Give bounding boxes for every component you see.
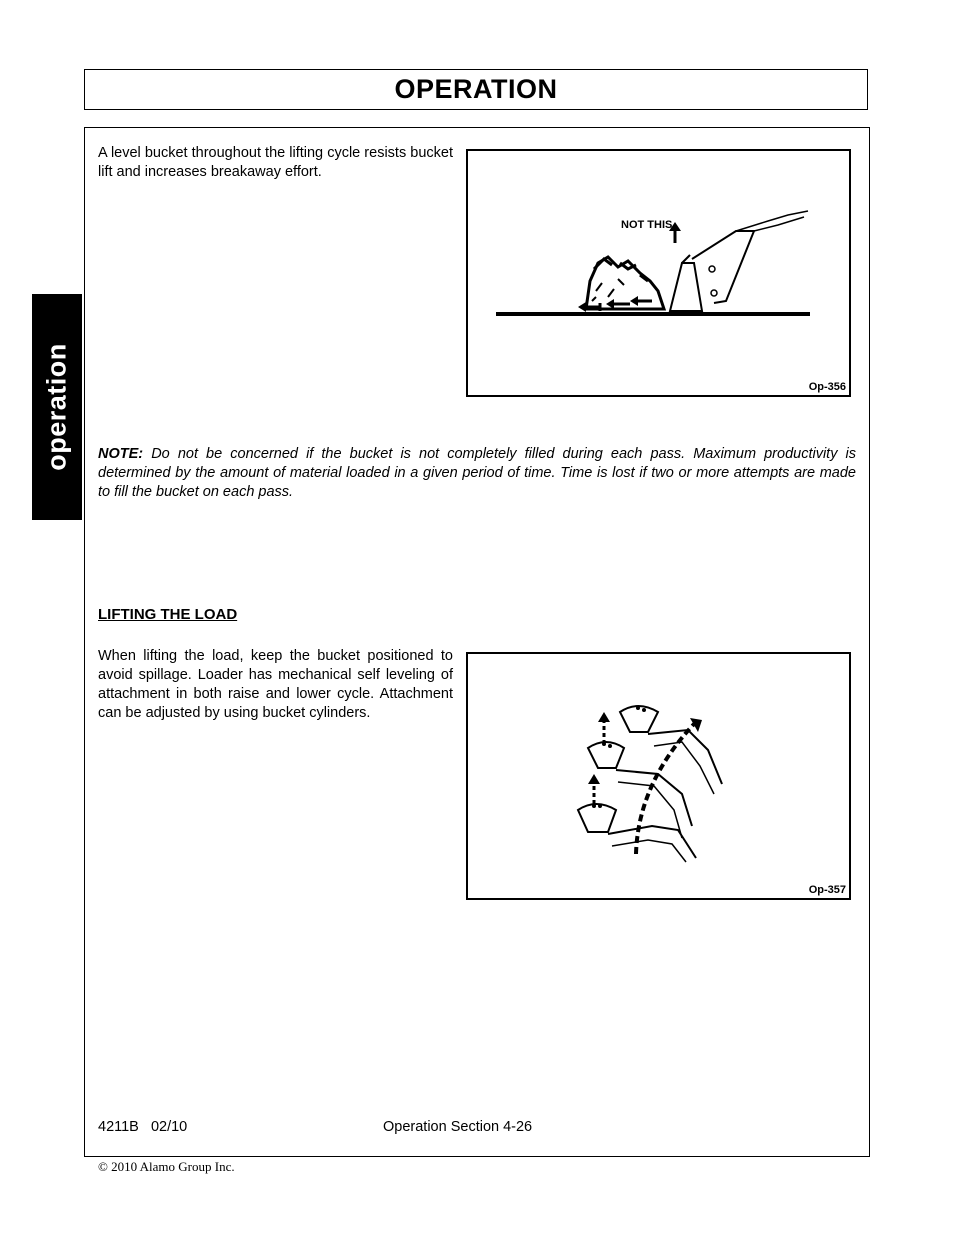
side-tab-label: operation — [41, 343, 72, 471]
note-label: NOTE: — [98, 446, 144, 462]
figure-not-this — [466, 149, 851, 397]
bucket-leveling-illustration — [468, 654, 849, 898]
side-section-tab — [32, 294, 82, 520]
not-this-label: NOT THIS — [621, 219, 673, 231]
bucket-lift-illustration — [468, 151, 849, 395]
figure-caption: Op-357 — [808, 884, 846, 896]
page-header — [84, 69, 868, 110]
footer-doc-id: 4211B 02/10 — [98, 1119, 188, 1135]
page-title: OPERATION — [394, 74, 558, 104]
lifting-load-paragraph: When lifting the load, keep the bucket positioned to avoid spillage. Loader has mechanical self leveling of attachment in both raise and lower cycle. Attachment can be adjusted by using bucket cylinders. — [98, 648, 453, 721]
figure-caption: Op-356 — [808, 381, 846, 393]
copyright-notice: © 2010 Alamo Group Inc. — [98, 1159, 235, 1174]
level-bucket-paragraph: A level bucket throughout the lifting cycle resists bucket lift and increases breakaway effort. — [98, 145, 453, 180]
section-heading: LIFTING THE LOAD — [98, 606, 238, 623]
footer-section: Operation Section 4-26 — [383, 1119, 533, 1135]
note-paragraph — [98, 445, 856, 502]
note-text: Do not be concerned if the bucket is not completely filled during each pass. Maximum productivity is determined by the amount of material loaded in a given period of time. Time is lost if two or more attempts are made to fill the bucket on each pass. — [98, 446, 856, 500]
figure-lifting-load — [466, 652, 851, 900]
